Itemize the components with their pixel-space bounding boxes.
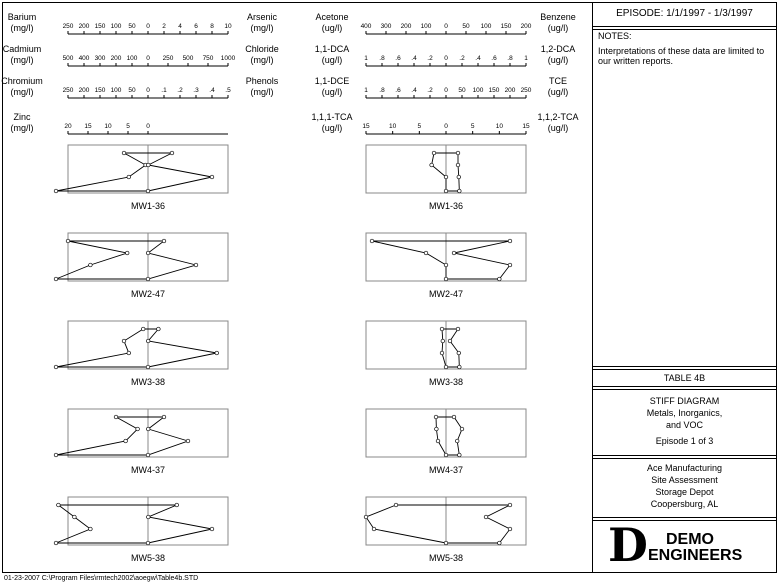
axis-tick-label: 50 <box>128 87 136 94</box>
data-point <box>124 439 128 443</box>
data-point <box>372 527 376 531</box>
data-point <box>436 439 440 443</box>
axis-right-name: Chloride <box>245 44 279 54</box>
diagram-subtitle-1: Metals, Inorganics, <box>646 408 723 418</box>
axis-tick-label: 150 <box>488 87 500 94</box>
data-point <box>444 175 448 179</box>
stiff-polygon <box>442 329 459 367</box>
well-label: MW1-36 <box>428 201 464 211</box>
axis-tick-label: 750 <box>202 55 214 62</box>
data-point <box>210 527 214 531</box>
data-point <box>141 327 145 331</box>
axis-tick-label: .8 <box>379 87 385 94</box>
data-point <box>460 427 464 431</box>
axis-tick-label: 250 <box>62 23 74 30</box>
data-point <box>215 351 219 355</box>
logo-text-engineers: ENGINEERS <box>648 547 743 564</box>
data-point <box>444 189 448 193</box>
axis-left-name: Chromium <box>1 76 43 86</box>
axis-tick-label: .2 <box>459 55 465 62</box>
data-point <box>444 365 448 369</box>
axis-right-unit: (ug/l) <box>547 123 569 133</box>
data-point <box>157 327 161 331</box>
axis-tick-label: 50 <box>458 87 466 94</box>
axis-tick-label: 5 <box>417 123 422 130</box>
site-line-3: Storage Depot <box>655 487 714 497</box>
data-point <box>364 515 368 519</box>
data-point <box>394 503 398 507</box>
axis-tick-label: 0 <box>146 87 150 94</box>
axis-tick-label: 0 <box>146 55 150 62</box>
data-point <box>170 151 174 155</box>
axis-tick-label: .6 <box>491 55 497 62</box>
data-point <box>508 503 512 507</box>
axis-tick-label: 15 <box>522 123 530 130</box>
axis-tick-label: 100 <box>110 23 122 30</box>
axis-tick-label: .2 <box>427 55 433 62</box>
axis-tick-label: 300 <box>380 23 392 30</box>
site-block-divider <box>592 455 777 459</box>
stiff-polygon <box>56 241 196 279</box>
axis-tick-label: .6 <box>395 55 401 62</box>
data-point <box>444 263 448 267</box>
data-point <box>210 175 214 179</box>
axis-tick-label: 500 <box>182 55 194 62</box>
axis-tick-label: 10 <box>495 123 503 130</box>
data-point <box>146 189 150 193</box>
data-point <box>146 515 150 519</box>
axis-tick-label: 6 <box>194 23 198 30</box>
axis-tick-label: 250 <box>162 55 174 62</box>
axis-tick-label: 100 <box>472 87 484 94</box>
data-point <box>508 527 512 531</box>
axis-right-unit: (mg/l) <box>250 87 274 97</box>
data-point <box>89 263 93 267</box>
stiff-polygon <box>56 153 212 191</box>
data-point <box>54 541 58 545</box>
axis-tick-label: 4 <box>178 23 182 30</box>
well-label: MW4-37 <box>130 465 166 475</box>
data-point <box>147 163 151 167</box>
table-title: TABLE 4B <box>663 373 706 383</box>
well-label: MW5-38 <box>130 553 166 563</box>
data-point <box>54 277 58 281</box>
axis-tick-label: 8 <box>210 23 214 30</box>
axis-tick-label: 0 <box>444 55 448 62</box>
data-point <box>122 151 126 155</box>
data-point <box>136 427 140 431</box>
data-point <box>508 263 512 267</box>
data-point <box>452 251 456 255</box>
diagram-subtitle-2: and VOC <box>665 420 704 430</box>
axis-right-unit: (mg/l) <box>250 23 274 33</box>
axis-tick-label: .4 <box>475 55 481 62</box>
axis-left-unit: (mg/l) <box>10 23 34 33</box>
data-point <box>146 453 150 457</box>
diagram-block-divider <box>592 386 777 390</box>
axis-tick-label: .6 <box>395 87 401 94</box>
site-line-4: Coopersburg, AL <box>650 499 719 509</box>
axis-tick-label: 150 <box>500 23 512 30</box>
data-point <box>458 365 462 369</box>
axis-tick-label: .4 <box>209 87 215 94</box>
axis-tick-label: 2 <box>162 23 166 30</box>
data-point <box>424 251 428 255</box>
data-point <box>444 277 448 281</box>
axis-tick-label: 5 <box>470 123 475 130</box>
axis-right-unit: (ug/l) <box>547 23 569 33</box>
axis-left-name: Barium <box>7 12 37 22</box>
axis-tick-label: 50 <box>128 23 136 30</box>
episode-label: EPISODE: 1/1/1997 - 1/3/1997 <box>616 8 753 19</box>
axis-tick-label: 1 <box>364 55 368 62</box>
axis-tick-label: 0 <box>444 123 448 130</box>
axis-tick-label: .4 <box>411 55 417 62</box>
axis-left-unit: (ug/l) <box>321 123 343 133</box>
stiff-polygon <box>56 417 188 455</box>
episode-count: Episode 1 of 3 <box>655 436 714 446</box>
data-point <box>508 239 512 243</box>
data-point <box>484 515 488 519</box>
axis-tick-label: 200 <box>110 55 122 62</box>
data-point <box>458 453 462 457</box>
data-point <box>456 163 460 167</box>
axis-tick-label: 250 <box>62 87 74 94</box>
data-point <box>54 189 58 193</box>
data-point <box>57 503 61 507</box>
data-point <box>458 189 462 193</box>
footer-file-path: 01-23-2007 C:\Program Files\rmtech2002\aoegw\Table4b.STD <box>4 575 199 582</box>
data-point <box>457 351 461 355</box>
axis-tick-label: 15 <box>84 123 92 130</box>
axis-tick-label: 200 <box>400 23 412 30</box>
site-line-1: Ace Manufacturing <box>646 463 723 473</box>
axis-right-name: 1,2-DCA <box>540 44 576 54</box>
site-line-2: Site Assessment <box>651 475 718 485</box>
data-point <box>162 415 166 419</box>
data-point <box>441 339 445 343</box>
axis-tick-label: 0 <box>146 23 150 30</box>
logo-mark: D <box>608 518 648 572</box>
stiff-polygon <box>366 505 510 543</box>
data-point <box>146 277 150 281</box>
axis-right-unit: (ug/l) <box>547 55 569 65</box>
axis-left-name: Acetone <box>315 12 349 22</box>
axis-tick-label: 200 <box>504 87 516 94</box>
axis-tick-label: 100 <box>126 55 138 62</box>
notes-text: Interpretations of these data are limited to our written reports. <box>598 46 765 66</box>
axis-tick-label: 500 <box>62 55 74 62</box>
data-point <box>146 251 150 255</box>
data-point <box>444 541 448 545</box>
data-point <box>54 453 58 457</box>
stiff-polygon <box>432 153 460 191</box>
episode-divider <box>592 26 777 30</box>
well-label: MW1-36 <box>130 201 166 211</box>
notes-label: NOTES: <box>598 31 632 41</box>
well-label: MW5-38 <box>428 553 464 563</box>
data-point <box>175 503 179 507</box>
data-point <box>146 541 150 545</box>
axis-tick-label: 20 <box>64 123 72 130</box>
axis-tick-label: 1 <box>364 87 368 94</box>
axis-left-unit: (ug/l) <box>321 87 343 97</box>
well-label: MW3-38 <box>130 377 166 387</box>
stiff-polygon <box>56 505 212 543</box>
axis-tick-label: 10 <box>224 23 232 30</box>
stiff-polygon <box>372 241 510 279</box>
axis-tick-label: 10 <box>104 123 112 130</box>
diagram-title: STIFF DIAGRAM <box>649 396 720 406</box>
data-point <box>194 263 198 267</box>
axis-tick-label: .4 <box>411 87 417 94</box>
data-point <box>440 327 444 331</box>
axis-tick-label: 5 <box>126 123 130 130</box>
data-point <box>440 351 444 355</box>
axis-tick-label: 250 <box>520 87 532 94</box>
axis-tick-label: .1 <box>161 87 167 94</box>
axis-left-unit: (ug/l) <box>321 23 343 33</box>
axis-tick-label: 300 <box>94 55 106 62</box>
axis-tick-label: 400 <box>360 23 372 30</box>
axis-right-unit: (mg/l) <box>250 55 274 65</box>
axis-tick-label: 100 <box>110 87 122 94</box>
axis-right-name: Arsenic <box>246 12 278 22</box>
axis-tick-label: 150 <box>94 23 106 30</box>
data-point <box>456 327 460 331</box>
axis-tick-label: 400 <box>78 55 90 62</box>
axis-tick-label: 0 <box>444 87 448 94</box>
data-point <box>186 439 190 443</box>
data-point <box>162 239 166 243</box>
axis-tick-label: .2 <box>177 87 183 94</box>
data-point <box>432 151 436 155</box>
axis-right-name: 1,1,2-TCA <box>537 112 579 122</box>
axis-tick-label: 100 <box>420 23 432 30</box>
data-point <box>127 175 131 179</box>
axis-tick-label: 1000 <box>220 55 236 62</box>
axis-tick-label: .8 <box>507 55 513 62</box>
data-point <box>127 351 131 355</box>
axis-left-name: Cadmium <box>2 44 42 54</box>
data-point <box>89 527 93 531</box>
axis-tick-label: 200 <box>78 87 90 94</box>
axis-left-unit: (ug/l) <box>321 55 343 65</box>
data-point <box>435 427 439 431</box>
data-point <box>498 277 502 281</box>
stiff-polygon <box>56 329 217 367</box>
data-point <box>125 251 129 255</box>
axis-right-name: Phenols <box>245 76 279 86</box>
axis-left-name: Zinc <box>13 112 31 122</box>
axis-tick-label: .5 <box>225 87 231 94</box>
data-point <box>498 541 502 545</box>
logo-text-demo: DEMO <box>666 531 714 548</box>
axis-left-name: 1,1-DCA <box>314 44 350 54</box>
data-point <box>122 339 126 343</box>
axis-tick-label: 15 <box>362 123 370 130</box>
axis-tick-label: 150 <box>94 87 106 94</box>
axis-tick-label: .8 <box>379 55 385 62</box>
well-label: MW4-37 <box>428 465 464 475</box>
well-label: MW2-47 <box>130 289 166 299</box>
well-label: MW2-47 <box>428 289 464 299</box>
data-point <box>66 239 70 243</box>
axis-left-unit: (mg/l) <box>10 87 34 97</box>
axis-tick-label: 1 <box>524 55 528 62</box>
data-point <box>444 453 448 457</box>
axis-right-unit: (ug/l) <box>547 87 569 97</box>
axis-right-name: Benzene <box>540 12 576 22</box>
axis-tick-label: 100 <box>480 23 492 30</box>
data-point <box>452 415 456 419</box>
well-label: MW3-38 <box>428 377 464 387</box>
data-point <box>448 339 452 343</box>
axis-tick-label: 200 <box>520 23 532 30</box>
axis-tick-label: 0 <box>444 23 448 30</box>
data-point <box>73 515 77 519</box>
axis-tick-label: .2 <box>427 87 433 94</box>
data-point <box>455 439 459 443</box>
data-point <box>146 365 150 369</box>
data-point <box>456 151 460 155</box>
stiff-polygon <box>436 417 462 455</box>
axis-tick-label: 50 <box>462 23 470 30</box>
data-point <box>457 175 461 179</box>
data-point <box>370 239 374 243</box>
data-point <box>434 415 438 419</box>
axis-left-name: 1,1,1-TCA <box>311 112 353 122</box>
axis-tick-label: 0 <box>146 123 150 130</box>
axis-left-name: 1,1-DCE <box>314 76 350 86</box>
data-point <box>146 339 150 343</box>
axis-left-unit: (mg/l) <box>10 55 34 65</box>
table-top-divider <box>592 366 777 370</box>
axis-tick-label: 200 <box>78 23 90 30</box>
data-point <box>430 163 434 167</box>
axis-left-unit: (mg/l) <box>10 123 34 133</box>
data-point <box>146 427 150 431</box>
axis-tick-label: 10 <box>389 123 397 130</box>
data-point <box>114 415 118 419</box>
axis-right-name: TCE <box>549 76 567 86</box>
data-point <box>54 365 58 369</box>
axis-tick-label: .3 <box>193 87 199 94</box>
